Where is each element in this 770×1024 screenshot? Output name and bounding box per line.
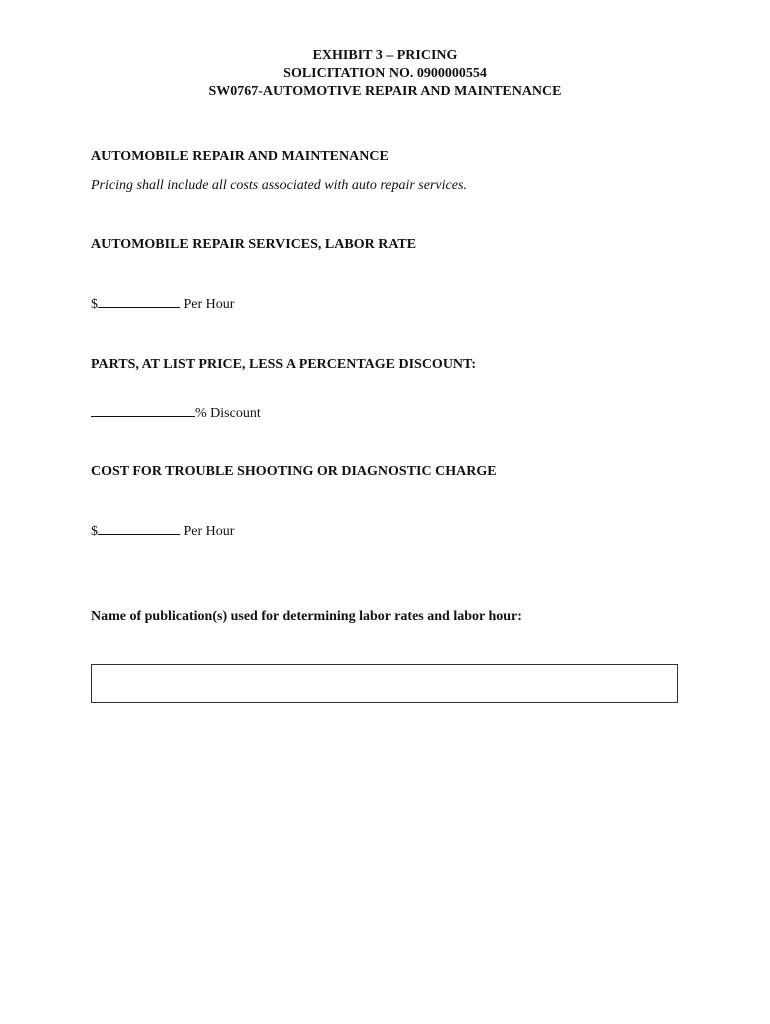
exhibit-title: EXHIBIT 3 – PRICING (312, 48, 458, 63)
labor-rate-field[interactable] (91, 295, 234, 314)
section-heading-parts-discount: PARTS, AT LIST PRICE, LESS A PERCENTAGE DISCOUNT: (91, 357, 476, 372)
section-heading-diagnostic: COST FOR TROUBLE SHOOTING OR DIAGNOSTIC CHARGE (91, 464, 497, 479)
labor-rate-currency: $ (91, 297, 98, 312)
publication-label: Name of publication(s) used for determining labor rates and labor hour: (91, 609, 522, 624)
parts-discount-unit: % Discount (195, 406, 261, 421)
section-heading-labor-rate: AUTOMOBILE REPAIR SERVICES, LABOR RATE (91, 237, 417, 252)
parts-discount-blank[interactable] (91, 404, 195, 417)
pricing-note: Pricing shall include all costs associated with auto repair services. (91, 178, 467, 193)
diagnostic-rate-unit: Per Hour (180, 524, 235, 539)
labor-rate-blank[interactable] (98, 295, 180, 308)
publication-input-box[interactable] (91, 664, 678, 703)
diagnostic-rate-blank[interactable] (98, 522, 180, 535)
diagnostic-rate-field[interactable] (91, 522, 234, 541)
parts-discount-field[interactable] (91, 404, 261, 423)
solicitation-title: SW0767-AUTOMOTIVE REPAIR AND MAINTENANCE (208, 84, 562, 99)
document-header (0, 47, 770, 101)
labor-rate-unit: Per Hour (180, 297, 235, 312)
solicitation-number: SOLICITATION NO. 0900000554 (283, 66, 487, 81)
diagnostic-currency: $ (91, 524, 98, 539)
section-heading-repair-maintenance: AUTOMOBILE REPAIR AND MAINTENANCE (91, 149, 389, 164)
